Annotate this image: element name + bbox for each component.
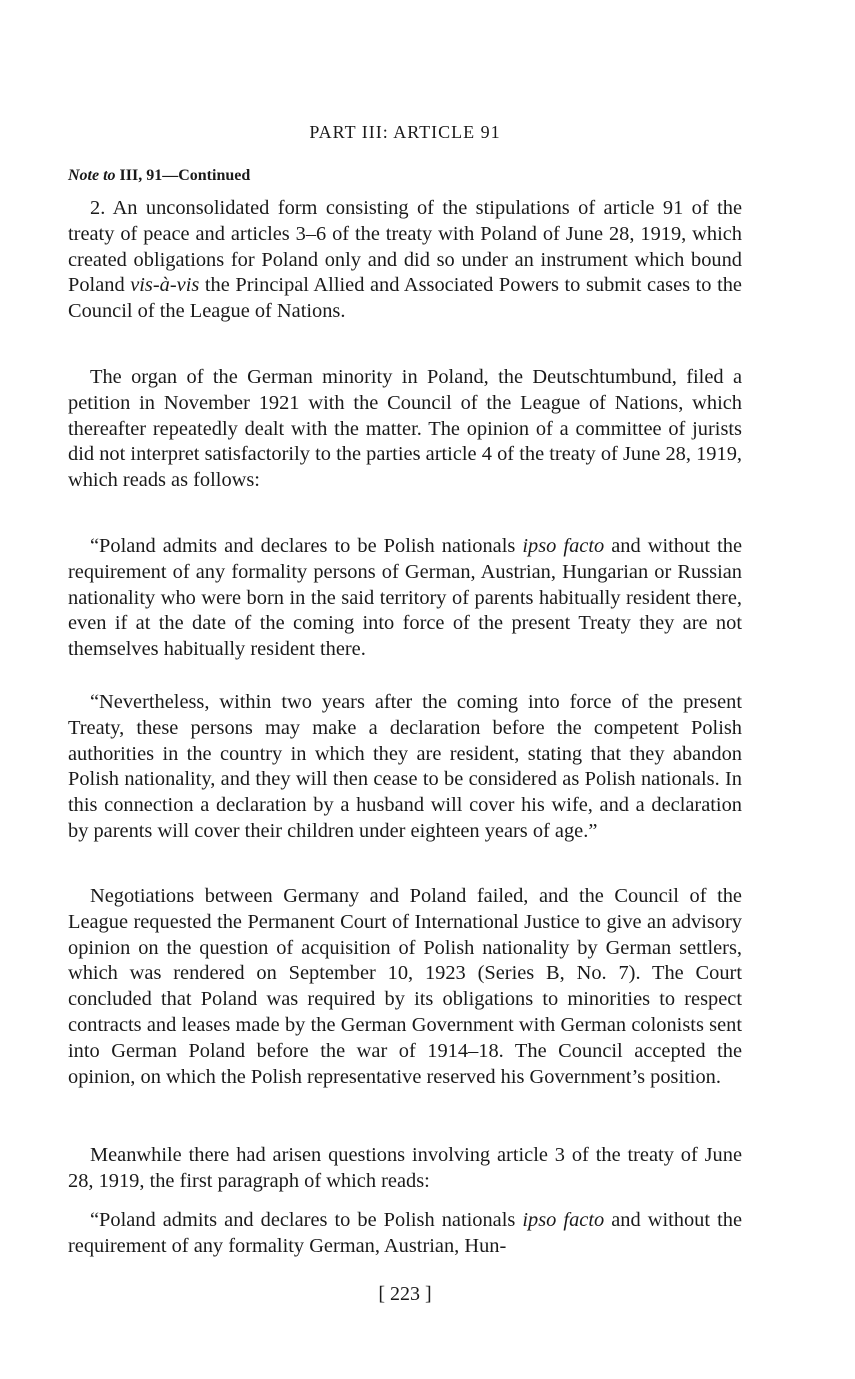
quote-3-italic: ipso facto (522, 1209, 605, 1231)
paragraph-4 (68, 1143, 742, 1195)
paragraph-3-text: Negotiations between Germany and Poland failed, and the Council of the League requested the Permanent Court of International Justice to give an advisory opinion on the question of acquisition of Polish nationality by German settlers, which was rendered on September 10, 1923 (Series B, No. 7). The Court concluded that Poland was required by its obligations to minorities to respect contracts and leases made by the German Government with German colonists sent into German Poland before the war of 1914–18. The Council accepted the opinion, on which the Polish representative reserved his Government’s position. (68, 885, 742, 1088)
quote-2-text: “Nevertheless, within two years after the coming into force of the present Treaty, these persons may make a declaration before the competent Polish authorities in the country in which they are resident, stating that they abandon Polish nationality, and they will then cease to be considered as Polish nationals. In this connection a declaration by a husband will cover his wife, and a declaration by parents will cover their children under eighteen years of age.” (68, 691, 742, 842)
paragraph-1-text-a: 2. An unconsolidated form consisting of the stipulations of article 91 of the treaty of peace and articles 3–6 of the treaty with Poland of June 28, 1919, which created obligations for Poland only and did so under an instrument which bound Poland (68, 197, 742, 297)
paragraph-3 (68, 884, 742, 1090)
running-head: PART III: ARTICLE 91 (309, 122, 501, 142)
quote-2 (68, 690, 742, 845)
note-heading (68, 167, 250, 185)
paragraph-2-text: The organ of the German minority in Poland, the Deutschtumbund, filed a petition in November 1921 with the Council of the League of Nations, which thereafter repeatedly dealt with the matter. The opinion of a committee of jurists did not interpret satisfactorily to the parties article 4 of the treaty of June 28, 1919, which reads as follows: (68, 366, 742, 492)
paragraph-1-italic: vis-à-vis (130, 274, 200, 297)
quote-3-text-a: “Poland admits and declares to be Polish nationals (90, 1209, 523, 1231)
quote-1-text-a: “Poland admits and declares to be Polish nationals (90, 535, 523, 557)
paragraph-1-text-b: the Principal Allied and Associated Powers to submit cases to the Council of the League of Nations. (68, 274, 742, 323)
paragraph-1 (68, 196, 742, 325)
quote-1-text-b: and without the requirement of any formality persons of German, Austrian, Hungarian or Russian nationality who were born in the said territory of parents habitually resident there, even if at the date of the coming into force of the present Treaty they are not themselves habitually resident there. (68, 535, 742, 661)
note-label: Note to (68, 167, 116, 184)
quote-3-text-b: and without the requirement of any formality German, Austrian, Hun- (68, 1209, 742, 1257)
note-reference: III, 91—Continued (119, 167, 251, 184)
paragraph-2 (68, 365, 742, 494)
quote-1-italic: ipso facto (522, 535, 605, 557)
quote-3 (68, 1208, 742, 1260)
paragraph-4-text: Meanwhile there had arisen questions involving article 3 of the treaty of June 28, 1919, the first paragraph of which reads: (68, 1144, 742, 1192)
page-number: [ 223 ] (378, 1283, 432, 1305)
quote-1 (68, 534, 742, 663)
